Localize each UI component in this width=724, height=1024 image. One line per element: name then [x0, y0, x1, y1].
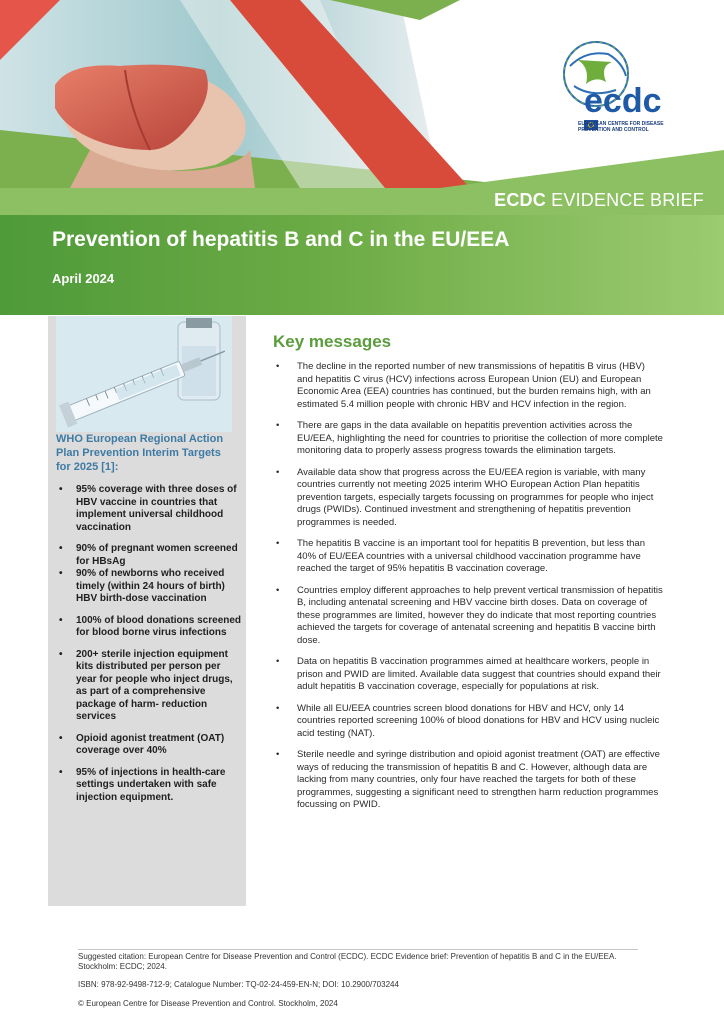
key-messages-list: [275, 361, 663, 812]
logo-caption: EUROPEAN CENTRE FOR DISEASE PREVENTION AND CONTROL: [578, 121, 664, 133]
series-label-bold: ECDC: [494, 190, 546, 210]
target-item: • 100% of blood donations screened for blood borne virus infections: [56, 615, 242, 640]
key-message: • Countries employ different approaches to help prevent vertical transmission of hepatitis B, including antenatal screening and HBV vaccine birth doses. Data on coverage of these programmes are limited, however they do indicate that most reporting countries achieved the targets for coverage of antenatal screening and hepatitis B vaccine birth dose.: [275, 585, 663, 648]
key-message: • Available data show that progress across the EU/EEA region is variable, with many countries currently not meeting 2025 interim WHO European Action Plan hepatitis prevention targets, especially targets focussing on programmes for people who inject drugs (PWIDs). Continued investment and strengthening of hepatitis prevention programmes is needed.: [275, 467, 663, 530]
target-item: • 90% of newborns who received timely (within 24 hours of birth) HBV birth-dose vaccination: [56, 568, 242, 606]
target-item: • 95% of injections in health-care settings undertaken with safe injection equipment.: [56, 767, 242, 805]
target-item: • 90% of pregnant women screened for HBsAg: [56, 543, 242, 568]
target-item: • 95% coverage with three doses of HBV vaccine in countries that implement universal childhood vaccination: [56, 484, 242, 534]
targets-list: [56, 484, 242, 804]
key-message: • There are gaps in the data available on hepatitis prevention activities across the EU/EEA, highlighting the need for countries to prioritise the collection of more complete monitoring data to properly assess progress towards the elimination targets.: [275, 420, 663, 458]
key-message: • Data on hepatitis B vaccination programmes aimed at healthcare workers, people in prison and PWID are limited. Available data suggest that countries should expand their adult hepatitis B vaccination coverage, especially for populations at risk.: [275, 656, 663, 694]
vaccine-photo: [56, 316, 232, 432]
footer-divider: [78, 949, 638, 950]
sidebar-heading: WHO European Regional Action Plan Prevention Interim Targets for 2025 [1]:: [56, 433, 224, 473]
key-message: • The decline in the reported number of new transmissions of hepatitis B virus (HBV) and hepatitis C virus (HCV) infections across European Union (EU) and European Economic Area (EEA) countries has continued, but the burden remains high, with an estimated 5.4 million people with chronic HBV and HCV infection in the region.: [275, 361, 663, 411]
target-item: • Opioid agonist treatment (OAT) coverage over 40%: [56, 733, 242, 758]
logo-wordmark: ecdc: [584, 82, 662, 120]
suggested-citation: Suggested citation: European Centre for Disease Prevention and Control (ECDC). ECDC Evidence brief: Prevention of hepatitis B and C in the EU/EEA. Stockholm: ECDC; 2024.: [78, 952, 617, 971]
key-message: • Sterile needle and syringe distribution and opioid agonist treatment (OAT) are effective ways of reducing the transmission of hepatitis B and C. However, although data are lacking from many countries, only four have reached the targets for both of these programmes, suggesting a significant need to strengthen harm reduction programmes focussing on PWID.: [275, 749, 663, 812]
key-messages-heading: Key messages: [273, 332, 392, 351]
target-item: • 200+ sterile injection equipment kits distributed per person per year for people who inject drugs, as part of a comprehensive package of harm- reduction services: [56, 649, 242, 724]
copyright-notice: © European Centre for Disease Prevention and Control. Stockholm, 2024: [78, 999, 338, 1008]
page-title: Prevention of hepatitis B and C in the EU/EEA: [52, 228, 510, 251]
syringe-vial-image: [56, 316, 232, 432]
publication-date: April 2024: [52, 271, 115, 286]
series-label: [494, 190, 704, 211]
key-message: • While all EU/EEA countries screen blood donations for HBV and HCV, only 14 countries reported screening 100% of blood donations for HBV and HCV using nucleic acid testing (NAT).: [275, 703, 663, 741]
publication-identifiers: ISBN: 978-92-9498-712-9; Catalogue Number: TQ-02-24-459-EN-N; DOI: 10.2900/703244: [78, 980, 399, 989]
key-message: • The hepatitis B vaccine is an important tool for hepatitis B prevention, but less than 40% of EU/EEA countries with a universal childhood vaccination programme have reached the target of 95% hepatitis B vaccination coverage.: [275, 538, 663, 576]
series-label-rest: EVIDENCE BRIEF: [545, 190, 704, 210]
